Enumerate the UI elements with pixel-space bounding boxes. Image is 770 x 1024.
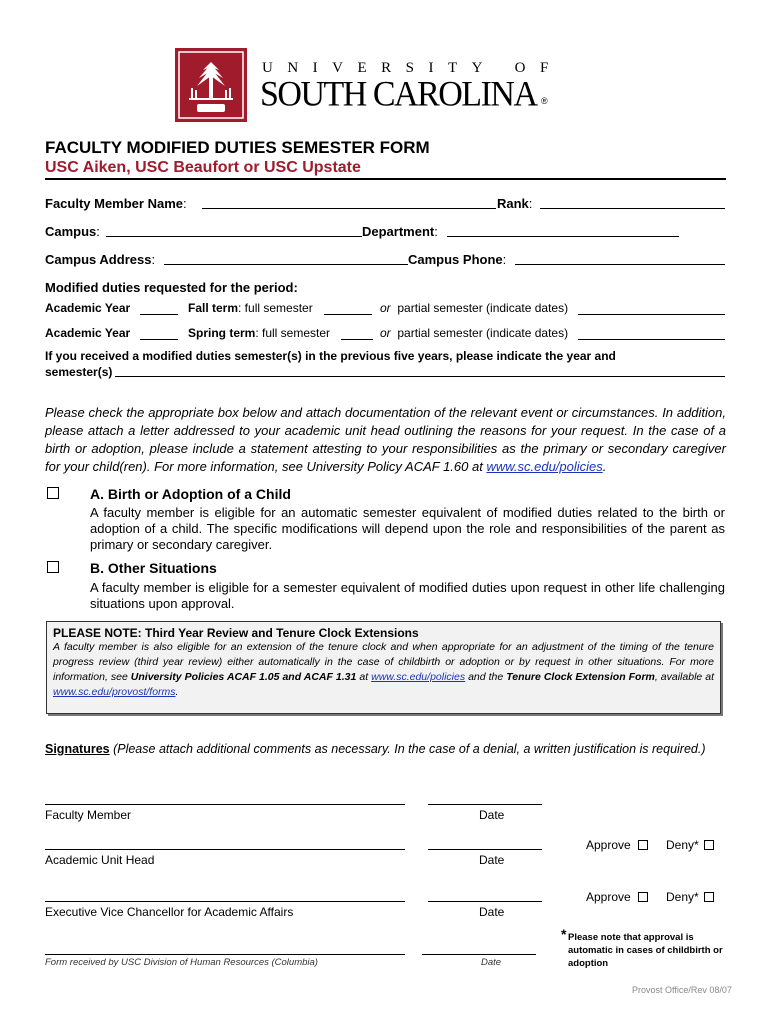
fall-academic-year-label: Academic Year bbox=[45, 301, 131, 315]
spring-partial-label: or partial semester (indicate dates) bbox=[380, 326, 569, 340]
spring-full-semester-field[interactable] bbox=[341, 339, 373, 340]
section-b-title: B. Other Situations bbox=[90, 560, 217, 576]
unit-head-approve-label: Approve bbox=[586, 838, 631, 852]
evc-date-line[interactable] bbox=[428, 901, 542, 902]
birth-adoption-checkbox[interactable] bbox=[47, 487, 59, 499]
rank-label: Rank: bbox=[497, 196, 533, 211]
previous-semesters-label: If you received a modified duties semester(s) in the previous five years, please indicate the year and semester(s) bbox=[45, 349, 616, 379]
department-label: Department: bbox=[362, 224, 438, 239]
fall-term-label: Fall term: full semester bbox=[188, 301, 313, 315]
rank-field[interactable] bbox=[540, 208, 725, 209]
fall-academic-year-field[interactable] bbox=[140, 314, 178, 315]
evc-date-label: Date bbox=[479, 905, 505, 919]
evc-signature-line[interactable] bbox=[45, 901, 405, 902]
hr-signature-line[interactable] bbox=[45, 954, 405, 955]
hr-received-label: Form received by USC Division of Human Resources (Columbia) bbox=[45, 957, 318, 968]
approval-footnote: Please note that approval is automatic in cases of childbirth or adoption bbox=[568, 932, 723, 969]
form-subtitle: USC Aiken, USC Beaufort or USC Upstate bbox=[45, 159, 361, 176]
fall-full-semester-field[interactable] bbox=[324, 314, 372, 315]
campus-address-field[interactable] bbox=[164, 264, 408, 265]
phone-label: Campus Phone: bbox=[408, 252, 507, 267]
period-heading: Modified duties requested for the period: bbox=[45, 280, 298, 295]
evc-label: Executive Vice Chancellor for Academic Affairs bbox=[45, 905, 294, 919]
unit-head-date-label: Date bbox=[479, 853, 505, 867]
footnote-star: * bbox=[561, 926, 567, 942]
campus-label: Campus: bbox=[45, 224, 100, 239]
section-a-title: A. Birth or Adoption of a Child bbox=[90, 486, 291, 502]
logo-university-text: UNIVERSITY OF bbox=[262, 60, 563, 76]
provost-forms-link[interactable]: www.sc.edu/provost/forms bbox=[53, 686, 176, 698]
faculty-signature-line[interactable] bbox=[45, 804, 405, 805]
faculty-name-field[interactable] bbox=[202, 208, 496, 209]
form-title: FACULTY MODIFIED DUTIES SEMESTER FORM bbox=[45, 138, 430, 157]
address-label: Campus Address: bbox=[45, 252, 156, 267]
university-seal-logo bbox=[175, 48, 247, 122]
department-field[interactable] bbox=[447, 236, 679, 237]
evc-deny-label: Deny* bbox=[666, 890, 699, 904]
note-title: PLEASE NOTE: Third Year Review and Tenure Clock Extensions bbox=[53, 626, 419, 640]
revision-label: Provost Office/Rev 08/07 bbox=[632, 985, 732, 995]
faculty-date-line[interactable] bbox=[428, 804, 542, 805]
fall-partial-label: or partial semester (indicate dates) bbox=[380, 301, 569, 315]
unit-head-date-line[interactable] bbox=[428, 849, 542, 850]
unit-head-signature-line[interactable] bbox=[45, 849, 405, 850]
logo-registered-mark: ® bbox=[541, 96, 548, 106]
unit-head-deny-label: Deny* bbox=[666, 838, 699, 852]
note-body: A faculty member is also eligible for an extension of the tenure clock and when appropriate for an adjustment of the timing of the tenure progress review (third year review) either automatically in the case of childbirth or adoption or by request in other situations. For more information, see University Policies ACAF 1.05 and ACAF 1.31 at www.sc.edu/policies and the Tenure Clock Extension Form, available at www.sc.edu/provost/forms. bbox=[53, 641, 714, 698]
instructions-paragraph: Please check the appropriate box below and attach documentation of the relevant event or circumstances. In addition, please attach a letter addressed to your academic unit head outlining the reasons for your request. In the case of a birth or adoption, please include a statement attesting to your responsibilities as the primary or secondary caregiver for your child(ren). For more information, see University Policy ACAF 1.60 at www.sc.edu/policies. bbox=[45, 405, 726, 474]
other-situations-checkbox[interactable] bbox=[47, 561, 59, 573]
note-policies-link[interactable]: www.sc.edu/policies bbox=[371, 671, 466, 683]
logo-south-carolina-text: SOUTH CAROLINA bbox=[260, 75, 537, 114]
section-a-body: A faculty member is eligible for an automatic semester equivalent of modified duties related to the birth or adoption of a child. The specific modifications will depend upon the role and responsibilities of the parent as primary or secondary caregiver. bbox=[90, 505, 725, 552]
campus-field[interactable] bbox=[106, 236, 362, 237]
signatures-heading: Signatures (Please attach additional comments as necessary. In the case of a denial, a written justification is required.) bbox=[45, 742, 706, 756]
evc-approve-label: Approve bbox=[586, 890, 631, 904]
evc-deny-checkbox[interactable] bbox=[704, 892, 714, 902]
spring-academic-year-field[interactable] bbox=[140, 339, 178, 340]
fall-partial-dates-field[interactable] bbox=[578, 314, 725, 315]
title-divider bbox=[45, 178, 726, 180]
campus-phone-field[interactable] bbox=[515, 264, 725, 265]
hr-date-line[interactable] bbox=[422, 954, 536, 955]
section-b-body: A faculty member is eligible for a semester equivalent of modified duties upon request in other life challenging situations upon approval. bbox=[90, 580, 725, 611]
name-label: Faculty Member Name: bbox=[45, 196, 187, 211]
unit-head-label: Academic Unit Head bbox=[45, 853, 155, 867]
unit-head-deny-checkbox[interactable] bbox=[704, 840, 714, 850]
unit-head-approve-checkbox[interactable] bbox=[638, 840, 648, 850]
faculty-date-label: Date bbox=[479, 808, 505, 822]
faculty-member-label: Faculty Member bbox=[45, 808, 132, 822]
hr-date-label: Date bbox=[481, 957, 502, 968]
evc-approve-checkbox[interactable] bbox=[638, 892, 648, 902]
previous-semesters-field[interactable] bbox=[115, 376, 725, 377]
policies-link[interactable]: www.sc.edu/policies bbox=[486, 459, 603, 474]
spring-partial-dates-field[interactable] bbox=[578, 339, 725, 340]
spring-term-label: Spring term: full semester bbox=[188, 326, 331, 340]
spring-academic-year-label: Academic Year bbox=[45, 326, 131, 340]
tenure-note-box bbox=[46, 621, 721, 714]
